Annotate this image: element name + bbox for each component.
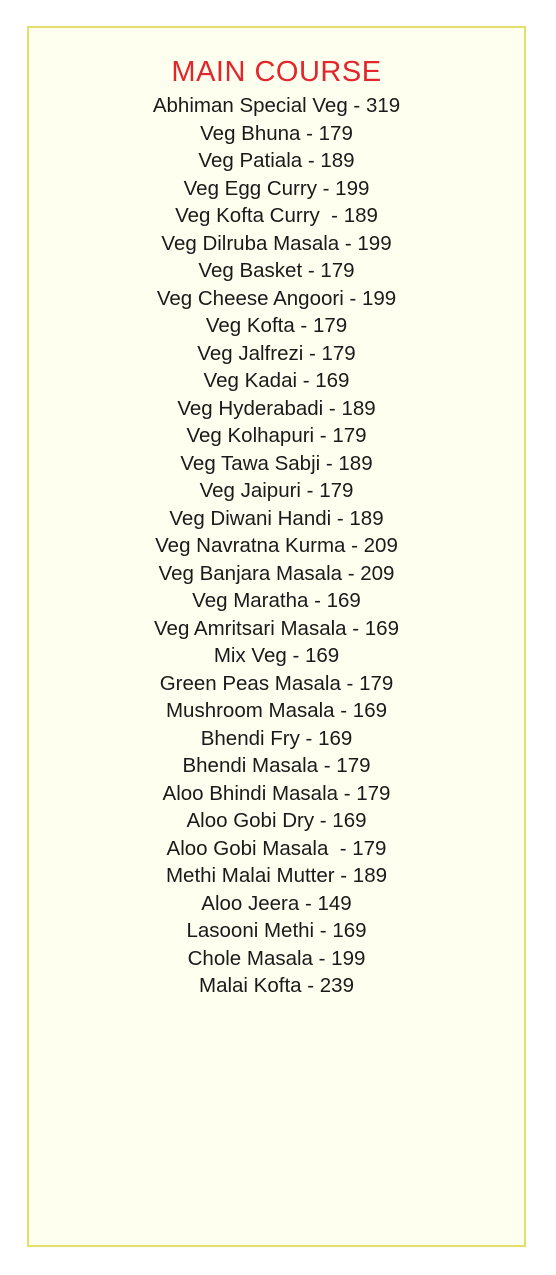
menu-item: Veg Hyderabadi - 189 (177, 396, 376, 420)
menu-item: Veg Kofta Curry - 189 (175, 204, 378, 227)
menu-item: Veg Amritsari Masala - 169 (154, 616, 399, 640)
menu-item: Chole Masala - 199 (187, 946, 366, 970)
menu-item: Veg Dilruba Masala - 199 (161, 231, 392, 255)
menu-item: Veg Bhuna - 179 (200, 121, 353, 145)
menu-item: Veg Maratha - 169 (192, 589, 361, 612)
menu-item: Aloo Gobi Masala - 179 (166, 836, 387, 860)
menu-item: Green Peas Masala - 179 (159, 671, 394, 695)
menu-item: Veg Patiala - 189 (198, 149, 355, 172)
menu-panel (27, 26, 526, 1247)
menu-item: Bhendi Fry - 169 (200, 726, 353, 750)
menu-item: Veg Kofta - 179 (205, 314, 348, 337)
menu-item: Abhiman Special Veg - 319 (152, 94, 401, 117)
menu-item: Mushroom Masala - 169 (165, 699, 388, 722)
menu-item: Bhendi Masala - 179 (182, 754, 371, 777)
menu-item: Veg Tawa Sabji - 189 (180, 451, 373, 475)
menu-item: Veg Jalfrezi - 179 (197, 341, 356, 365)
menu-item: Aloo Gobi Dry - 169 (186, 809, 367, 832)
menu-item: Veg Basket - 179 (198, 259, 355, 282)
menu-item: Veg Cheese Angoori - 199 (156, 286, 397, 310)
menu-item: Malai Kofta - 239 (199, 974, 354, 997)
menu-item: Veg Kadai - 169 (203, 369, 350, 392)
menu-item: Veg Navratna Kurma - 209 (155, 534, 398, 557)
menu-item: Aloo Jeera - 149 (201, 891, 352, 915)
menu-item: Veg Jaipuri - 179 (199, 479, 354, 502)
menu-item: Veg Kolhapuri - 179 (186, 424, 367, 447)
menu-item: Methi Malai Mutter - 189 (165, 864, 388, 887)
section-title: MAIN COURSE (171, 56, 382, 88)
menu-item: Veg Banjara Masala - 209 (158, 561, 395, 585)
menu-item: Veg Diwani Handi - 189 (169, 506, 384, 530)
menu-item: Aloo Bhindi Masala - 179 (162, 781, 391, 805)
menu-item: Veg Egg Curry - 199 (183, 176, 370, 200)
menu-item: Lasooni Methi - 169 (186, 919, 367, 942)
menu-item-list (29, 92, 524, 1000)
menu-item: Mix Veg - 169 (213, 644, 340, 667)
